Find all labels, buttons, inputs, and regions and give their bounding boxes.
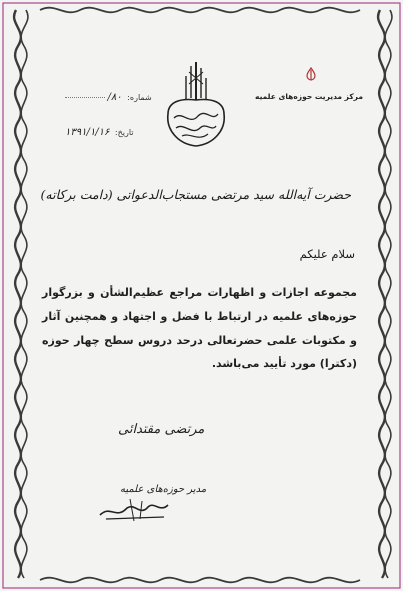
organization-name: مرکز مدیریت حوزه‌های علمیه xyxy=(255,92,363,101)
number-dots xyxy=(65,97,105,98)
signature-role: مدیر حوزه‌های علمیه xyxy=(120,484,207,495)
signature-name: مرتضی مقتدائی xyxy=(118,422,205,437)
letter-date xyxy=(65,127,134,138)
greeting: سلام علیکم xyxy=(299,247,355,261)
signature-scribble-icon xyxy=(96,495,171,523)
number-value: ۸۰/ xyxy=(107,92,122,103)
letter-body: مجموعه اجازات و اظهارات مراجع عظیم‌الشأن و بزرگوار حوزه‌های علمیه در ارتباط با فضل و اجتهاد و همچنین آثار و مکتوبات علمی حضرتعالی درحد دروس سطح چهار حوزه (دکترا) مورد تأیید می‌باشد. xyxy=(42,286,357,371)
number-label: شماره: xyxy=(127,93,152,102)
date-value: ۱۳۹۱/۱/۱۶ xyxy=(65,127,110,138)
recipient-line: حضرت آیه‌الله سید مرتضی مستجاب‌الدعواتی (دامت برکاته) xyxy=(40,187,351,202)
date-label: تاریخ: xyxy=(114,128,134,137)
iran-emblem-icon xyxy=(304,67,318,81)
letter-number xyxy=(65,92,152,103)
calligraphy-seal-icon xyxy=(160,62,232,152)
